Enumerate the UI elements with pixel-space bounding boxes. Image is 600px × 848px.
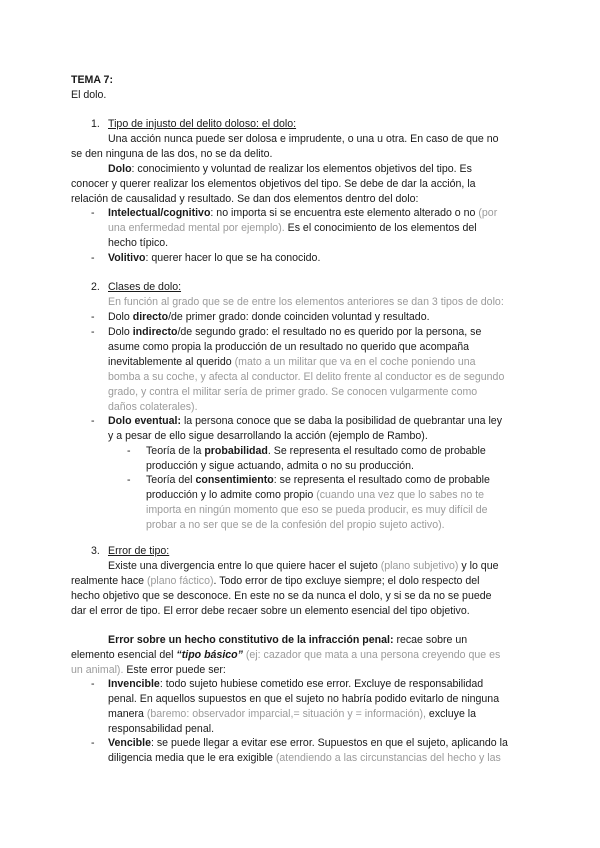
list-item-line: y a pesar de ello sigue desarrollando la acción (ejemplo de Rambo). <box>108 430 428 442</box>
paragraph-line: relación de causalidad y resultado. Se dan dos elementos dentro del dolo: <box>71 193 419 205</box>
list-item-line: bomba a su coche, y afecta al conductor. El delito frente al conductor es de segundo <box>108 371 505 383</box>
paragraph-line: Error sobre un hecho constitutivo de la infracción penal: recae sobre un <box>108 634 468 646</box>
page-subtitle: El dolo. <box>71 89 107 101</box>
list-item: Volitivo: querer hacer lo que se ha conocido. <box>108 252 321 264</box>
list-item: Dolo eventual: la persona conoce que se daba la posibilidad de quebrantar una ley <box>108 415 502 427</box>
list-item-line: grado, y contra el militar sería de primer grado. Se conocen vulgarmente como <box>108 386 478 398</box>
list-item-line: asume como propia la producción de un resultado no querido que acompaña <box>108 341 470 353</box>
section-3-number: 3. <box>91 545 100 557</box>
section-1-number: 1. <box>91 118 100 130</box>
bullet-dash: - <box>91 326 95 338</box>
list-item-line: una enfermedad mental por ejemplo). Es el conocimiento de los elementos del <box>108 222 477 234</box>
paragraph-line: se den ninguna de las dos, no se da delito. <box>71 148 273 160</box>
paragraph-line: Dolo: conocimiento y voluntad de realizar los elementos objetivos del tipo. Es <box>108 163 472 175</box>
list-item-line: daños colaterales). <box>108 401 198 413</box>
paragraph-line: En función al grado que se de entre los elementos anteriores se dan 3 tipos de dolo: <box>108 296 504 308</box>
bullet-dash: - <box>91 207 95 219</box>
paragraph-line: hecho objetivo que se desconoce. En este no se da nunca el dolo, y si se da no se puede <box>71 590 492 602</box>
section-3-heading: Error de tipo: <box>108 545 170 557</box>
list-item: Vencible: se puede llegar a evitar ese error. Supuestos en que el sujeto, aplicando la <box>108 737 508 749</box>
sub-list-item-line: producción y sigue actuando, admita o no su producción. <box>146 460 414 472</box>
list-item: Dolo indirecto/de segundo grado: el resultado no es querido por la persona, se <box>108 326 482 338</box>
list-item: Intelectual/cognitivo: no importa si se encuentra este elemento alterado o no (por <box>108 207 498 219</box>
sub-list-item: Teoría de la probabilidad. Se representa el resultado como de probable <box>146 445 486 457</box>
paragraph-line: un animal). Este error puede ser: <box>71 664 226 676</box>
list-item-line: diligencia media que le era exigible (atendiendo a las circunstancias del hecho y las <box>108 752 501 764</box>
sub-list-item-line: probar a no ser que se de la confesión del propio sujeto activo). <box>146 519 445 531</box>
list-item-line: hecho típico. <box>108 237 169 249</box>
sub-list-item-line: producción y lo admite como propio (cuando una vez que lo sabes no te <box>146 489 485 501</box>
sub-bullet-dash: - <box>127 474 131 486</box>
list-item-line: manera (baremo: observador imparcial,= situación y = información), excluye la <box>108 708 477 720</box>
sub-list-item: Teoría del consentimiento: se representa el resultado como de probable <box>146 474 490 486</box>
sub-list-item-line: importa en ningún momento que eso se pueda producir, es muy difícil de <box>146 504 488 516</box>
section-2-heading: Clases de dolo: <box>108 281 182 293</box>
list-item-line: responsabilidad penal. <box>108 723 215 735</box>
list-item: Invencible: todo sujeto hubiese cometido ese error. Excluye de responsabilidad <box>108 678 484 690</box>
list-item: Dolo directo/de primer grado: donde coinciden voluntad y resultado. <box>108 311 430 323</box>
bullet-dash: - <box>91 311 95 323</box>
paragraph-line: realmente hace (plano fáctico). Todo error de tipo excluye siempre; el dolo respecto del <box>71 575 480 587</box>
paragraph-line: elemento esencial del “tipo básico” (ej: cazador que mata a una persona creyendo que es <box>71 649 501 661</box>
bullet-dash: - <box>91 678 95 690</box>
section-1-heading: Tipo de injusto del delito doloso: el dolo: <box>108 118 297 130</box>
paragraph-line: Una acción nunca puede ser dolosa e imprudente, o una u otra. En caso de que no <box>108 133 499 145</box>
paragraph-line: conocer y querer realizar los elementos objetivos del tipo. Se debe de dar la acción, la <box>71 178 476 190</box>
paragraph-line: Existe una divergencia entre lo que quiere hacer el sujeto (plano subjetivo) y lo que <box>108 560 499 572</box>
section-2-number: 2. <box>91 281 100 293</box>
sub-bullet-dash: - <box>127 445 131 457</box>
page-title: TEMA 7: <box>71 74 113 86</box>
paragraph-line: dar el error de tipo. El error debe recaer sobre un elemento esencial del tipo objetivo. <box>71 605 470 617</box>
bullet-dash: - <box>91 737 95 749</box>
bullet-dash: - <box>91 252 95 264</box>
list-item-line: inevitablemente al querido (mato a un militar que va en el coche poniendo una <box>108 356 476 368</box>
bullet-dash: - <box>91 415 95 427</box>
list-item-line: penal. En aquellos supuestos en que el sujeto no habría podido evitarlo de ninguna <box>108 693 500 705</box>
